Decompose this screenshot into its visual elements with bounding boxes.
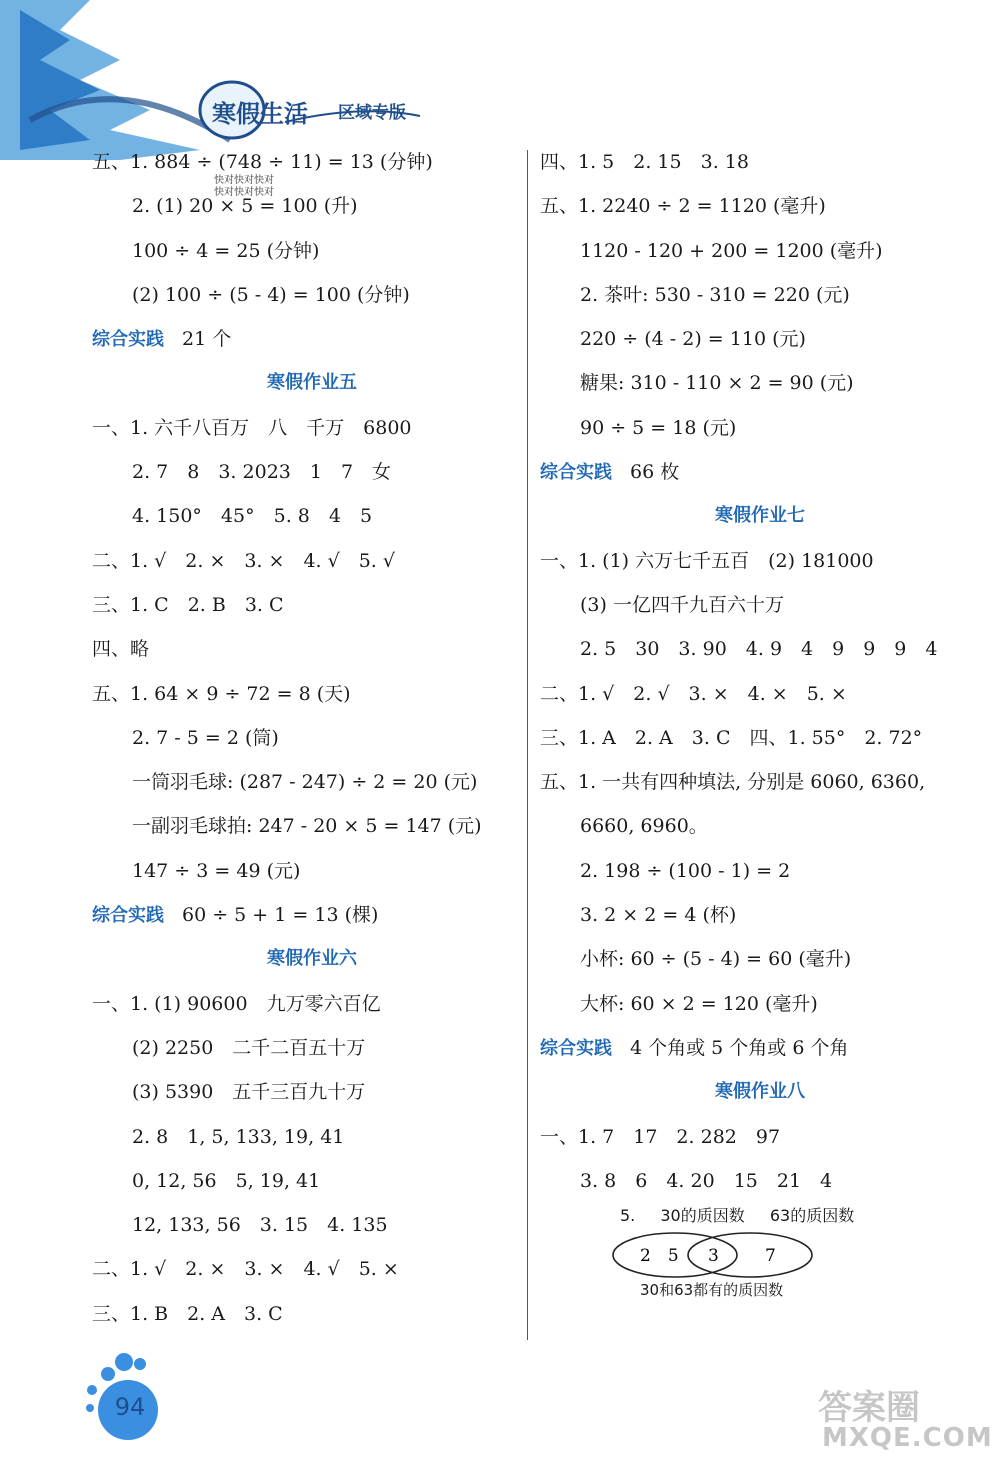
venn-right-value: 7 [765, 1246, 776, 1267]
answer-line [92, 672, 532, 716]
answer-line [92, 583, 532, 627]
venn-label-63: 63的质因数 [769, 1206, 855, 1226]
answer-line [92, 450, 532, 494]
answer-line [540, 672, 980, 716]
logo-small-print: 快对快对快对 快对快对快对 [214, 175, 274, 198]
practice-line [540, 450, 980, 494]
answer-line [540, 539, 980, 583]
answer-line [540, 406, 980, 450]
answer-line [540, 804, 980, 848]
answer-text: 1120 - 120 + 200 = 1200 (毫升) [580, 239, 883, 262]
answer-line [540, 140, 980, 184]
answer-line [92, 804, 532, 848]
logo-title: 寒假生活 [212, 100, 308, 128]
practice-line [92, 317, 532, 361]
venn-left-values: 2 5 [640, 1246, 679, 1267]
watermark-url: MXQE.COM [822, 1423, 993, 1453]
answer-text: 一、1. (1) 90600 九万零六百亿 [92, 992, 381, 1015]
answer-text: (2) 2250 二千二百五十万 [132, 1036, 366, 1059]
practice-label: 综合实践 [92, 905, 164, 927]
answer-text: 6660, 6960。 [580, 815, 708, 838]
answer-text: 220 ÷ (4 - 2) = 110 (元) [580, 328, 806, 351]
answer-text: 2. 茶叶: 530 - 310 = 220 (元) [580, 283, 850, 306]
venn-circle-63 [688, 1233, 812, 1277]
answer-text: 二、1. √ 2. × 3. × 4. √ 5. × [92, 1258, 399, 1281]
answer-line [92, 1070, 532, 1114]
venn-item-number: 5. [620, 1206, 636, 1226]
page-number: 94 [114, 1393, 146, 1421]
answer-text: (2) 100 ÷ (5 - 4) = 100 (分钟) [132, 283, 410, 306]
section-heading [540, 494, 980, 538]
answer-line [92, 273, 532, 317]
answer-line [92, 539, 532, 583]
answer-text: 四、略 [92, 638, 150, 661]
answer-text: 一筒羽毛球: (287 - 247) ÷ 2 = 20 (元) [132, 771, 478, 794]
answer-line [92, 1026, 532, 1070]
answer-line [540, 317, 980, 361]
answer-text: 一副羽毛球拍: 247 - 20 × 5 = 147 (元) [132, 815, 482, 838]
answer-text: 2. 7 - 5 = 2 (筒) [132, 726, 279, 749]
answer-line [540, 893, 980, 937]
answer-line [92, 229, 532, 273]
watermark-logo: 答案圈 [818, 1388, 920, 1428]
answer-text: (3) 一亿四千九百六十万 [580, 593, 784, 616]
answer-line [540, 982, 980, 1026]
answer-text: (3) 5390 五千三百九十万 [132, 1081, 366, 1104]
answer-text: 一、1. (1) 六万七千五百 (2) 181000 [540, 549, 874, 572]
answer-text: 2. 198 ÷ (100 - 1) = 2 [580, 859, 791, 882]
answer-text: 三、1. B 2. A 3. C [92, 1302, 283, 1325]
answer-line [92, 716, 532, 760]
answer-text: 寒假作业五 [267, 372, 357, 394]
answer-text: 2. (1) 20 × 5 = 100 (升) [132, 195, 358, 218]
answer-text: 100 ÷ 4 = 25 (分钟) [132, 239, 320, 262]
answer-text: 五、1. 64 × 9 ÷ 72 = 8 (天) [92, 682, 351, 705]
answer-line [92, 627, 532, 671]
answer-line [92, 849, 532, 893]
answer-text: 一、1. 7 17 2. 282 97 [540, 1125, 781, 1148]
answer-text: 一、1. 六千八百万 八 千万 6800 [92, 416, 412, 439]
answer-line [540, 273, 980, 317]
answer-text: 寒假作业八 [715, 1081, 805, 1103]
answer-text: 21 个 [182, 328, 232, 351]
answer-text: 66 枚 [630, 461, 680, 484]
region-badge: 区域专版 [338, 103, 406, 123]
answer-text: 三、1. A 2. A 3. C 四、1. 55° 2. 72° [540, 726, 923, 749]
practice-label: 综合实践 [540, 462, 612, 484]
answer-text: 寒假作业六 [267, 948, 357, 970]
answer-text: 糖果: 310 - 110 × 2 = 90 (元) [580, 372, 854, 395]
answer-line [92, 1115, 532, 1159]
right-column [540, 140, 980, 1303]
answer-line [540, 1159, 980, 1203]
answer-line [92, 184, 532, 228]
answer-line [540, 229, 980, 273]
answer-text: 二、1. √ 2. × 3. × 4. √ 5. √ [92, 549, 395, 572]
answer-line [540, 716, 980, 760]
venn-circles [600, 1229, 840, 1281]
answer-line [540, 849, 980, 893]
answer-text: 四、1. 5 2. 15 3. 18 [540, 151, 749, 173]
answer-text: 五、1. 2240 ÷ 2 = 1120 (毫升) [540, 195, 826, 218]
answer-text: 4. 150° 45° 5. 8 4 5 [132, 505, 373, 528]
answer-text: 小杯: 60 ÷ (5 - 4) = 60 (毫升) [580, 948, 852, 971]
answer-text: 90 ÷ 5 = 18 (元) [580, 416, 737, 439]
section-heading [92, 937, 532, 981]
answer-text: 3. 2 × 2 = 4 (杯) [580, 904, 737, 927]
section-heading [92, 361, 532, 405]
answer-text: 2. 7 8 3. 2023 1 7 女 [132, 461, 392, 484]
practice-label: 综合实践 [540, 1037, 612, 1059]
answer-text: 三、1. C 2. B 3. C [92, 593, 284, 616]
answer-line [92, 1159, 532, 1203]
answer-text: 3. 8 6 4. 20 15 21 4 [580, 1169, 833, 1192]
practice-line [92, 893, 532, 937]
answer-line [92, 760, 532, 804]
left-column [92, 140, 532, 1336]
venn-label-30: 30的质因数 [660, 1206, 745, 1226]
answer-text: 寒假作业七 [715, 505, 805, 527]
answer-text: 2. 5 30 3. 90 4. 9 4 9 9 9 4 [580, 638, 938, 661]
answer-line [540, 1115, 980, 1159]
answer-line [92, 406, 532, 450]
answer-line [540, 361, 980, 405]
answer-text: 大杯: 60 × 2 = 120 (毫升) [580, 992, 818, 1015]
answer-line [92, 140, 532, 184]
answer-line [540, 583, 980, 627]
answer-line [540, 937, 980, 981]
answer-text: 五、1. 884 ÷ (748 ÷ 11) = 13 (分钟) [92, 151, 433, 173]
answer-line [92, 982, 532, 1026]
answer-text: 60 ÷ 5 + 1 = 13 (棵) [182, 904, 379, 927]
venn-caption: 30和63都有的质因数 [640, 1281, 784, 1300]
answer-line [540, 627, 980, 671]
venn-shared-value: 3 [708, 1246, 719, 1267]
venn-diagram [580, 1203, 980, 1303]
answer-line [540, 184, 980, 228]
answer-text: 2. 8 1, 5, 133, 19, 41 [132, 1125, 345, 1148]
answer-line [92, 1247, 532, 1291]
section-heading [540, 1070, 980, 1114]
answer-text: 二、1. √ 2. √ 3. × 4. × 5. × [540, 682, 847, 705]
practice-line [540, 1026, 980, 1070]
answer-line [92, 1203, 532, 1247]
answer-text: 0, 12, 56 5, 19, 41 [132, 1169, 321, 1192]
answer-line [540, 760, 980, 804]
answer-line [92, 494, 532, 538]
practice-label: 综合实践 [92, 329, 164, 351]
answer-text: 4 个角或 5 个角或 6 个角 [630, 1036, 849, 1059]
answer-text: 147 ÷ 3 = 49 (元) [132, 859, 301, 882]
answer-text: 五、1. 一共有四种填法, 分别是 6060, 6360, [540, 771, 926, 794]
answer-line [92, 1292, 532, 1336]
answer-text: 12, 133, 56 3. 15 4. 135 [132, 1214, 388, 1237]
